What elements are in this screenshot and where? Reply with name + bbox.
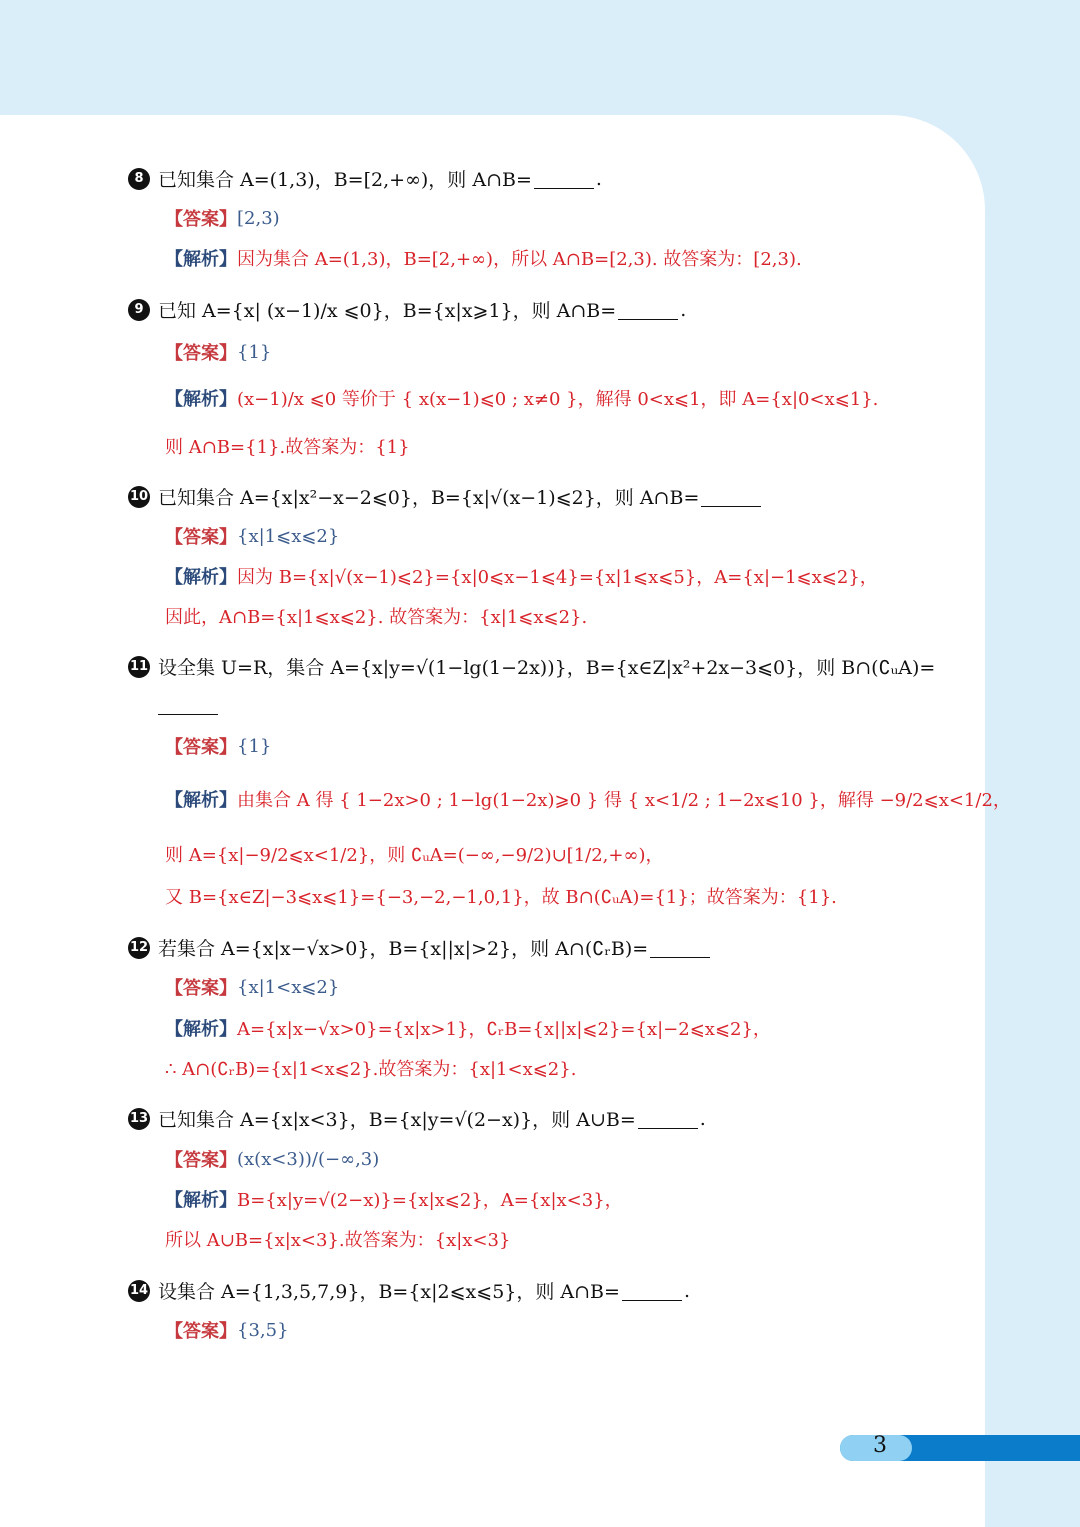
analysis-line: (x−1)/x ⩽0 等价于 { x(x−1)⩽0 ; x≠0 }，解得 0<x⩽1，即 A={x|0<x⩽1}. (237, 389, 879, 410)
question-text: 已知集合 A={x|x²−x−2⩽0}，B={x|√(x−1)⩽2}，则 A∩B= (158, 487, 700, 509)
page-number: 3 (873, 1433, 887, 1458)
question-end: . (683, 1279, 690, 1302)
answer-blank (650, 937, 710, 958)
analysis-line: 因此，A∩B={x|1⩽x⩽2}. 故答案为：{x|1⩽x⩽2}. (165, 607, 588, 628)
answer-blank (618, 299, 678, 320)
answer-text: {x|1⩽x⩽2} (237, 525, 340, 547)
question-text: 若集合 A={x|x−√x>0}，B={x||x|>2}，则 A∩(∁ᵣB)= (158, 938, 649, 960)
analysis-line: A={x|x−√x>0}={x|x>1}，∁ᵣB={x||x|⩽2}={x|−2⩽x⩽2}， (237, 1019, 771, 1040)
question-number: 11 (128, 656, 150, 678)
answer-tag: 【答案】 (165, 737, 237, 758)
analysis-9 (165, 385, 878, 411)
answer-14 (165, 1317, 289, 1343)
analysis-10-line-2 (165, 603, 587, 629)
answer-tag: 【答案】 (165, 1150, 237, 1171)
analysis-tag: 【解析】 (165, 1019, 237, 1040)
analysis-9-line-2 (165, 433, 410, 459)
answer-blank (534, 168, 594, 189)
question-number: 13 (128, 1108, 150, 1130)
answer-text: (x(x<3))/(−∞,3) (237, 1148, 380, 1170)
answer-blank (701, 486, 761, 507)
answer-9 (165, 339, 271, 365)
analysis-line: 因为 B={x|√(x−1)⩽2}={x|0⩽x−1⩽4}={x|1⩽x⩽5}，A={x|−1⩽x⩽2}， (237, 567, 878, 588)
analysis-tag: 【解析】 (165, 249, 237, 270)
analysis-tag: 【解析】 (165, 1190, 237, 1211)
question-10 (128, 483, 763, 510)
analysis-tag: 【解析】 (165, 389, 237, 410)
question-end: . (595, 167, 602, 190)
question-number: 14 (128, 1280, 150, 1302)
question-12 (128, 934, 712, 961)
analysis-tag: 【解析】 (165, 567, 237, 588)
answer-8 (165, 205, 280, 231)
answer-tag: 【答案】 (165, 1321, 237, 1342)
question-14 (128, 1277, 690, 1304)
analysis-line: 又 B={x∈Z|−3⩽x⩽1}={−3,−2,−1,0,1}，故 B∩(∁ᵤA)={1}；故答案为：{1}. (165, 887, 837, 908)
answer-11 (165, 733, 271, 759)
question-13 (128, 1105, 706, 1132)
answer-text: {1} (237, 735, 272, 757)
analysis-8 (165, 245, 802, 271)
question-text: 已知集合 A=(1,3)，B=[2,+∞)，则 A∩B= (158, 169, 532, 191)
analysis-tag: 【解析】 (165, 790, 237, 811)
analysis-13-line-2 (165, 1226, 510, 1252)
answer-13 (165, 1146, 379, 1172)
question-number: 8 (128, 168, 150, 190)
answer-text: [2,3) (237, 207, 280, 229)
question-11 (128, 653, 935, 680)
analysis-10 (165, 563, 878, 589)
analysis-line: 由集合 A 得 { 1−2x>0 ; 1−lg(1−2x)⩾0 } 得 { x<1/2 ; 1−2x⩽10 }，解得 −9/2⩽x<1/2， (237, 790, 1011, 811)
analysis-12-line-2 (165, 1055, 576, 1081)
question-number: 12 (128, 937, 150, 959)
question-text: 设集合 A={1,3,5,7,9}，B={x|2⩽x⩽5}，则 A∩B= (158, 1281, 620, 1303)
analysis-line: ∴ A∩(∁ᵣB)={x|1<x⩽2}.故答案为：{x|1<x⩽2}. (165, 1059, 577, 1080)
analysis-line: 则 A∩B={1}.故答案为：{1} (165, 437, 410, 458)
answer-text: {x|1<x⩽2} (237, 976, 340, 998)
analysis-11 (165, 786, 1011, 812)
answer-10 (165, 523, 339, 549)
analysis-12 (165, 1015, 771, 1041)
answer-tag: 【答案】 (165, 978, 237, 999)
question-end: . (680, 298, 687, 321)
analysis-line: 则 A={x|−9/2⩽x<1/2}，则 ∁ᵤA=(−∞,−9/2)∪[1/2,+∞)， (165, 845, 664, 866)
analysis-line: B={x|y=√(2−x)}={x|x⩽2}，A={x|x<3}， (237, 1190, 623, 1211)
analysis-13 (165, 1186, 623, 1212)
analysis-line: 因为集合 A=(1,3)，B=[2,+∞)，所以 A∩B=[2,3). 故答案为：[2,3). (237, 249, 802, 270)
question-8 (128, 165, 602, 192)
answer-tag: 【答案】 (165, 343, 237, 364)
answer-tag: 【答案】 (165, 527, 237, 548)
question-number: 9 (128, 299, 150, 321)
question-number: 10 (128, 486, 150, 508)
answer-text: {1} (237, 341, 272, 363)
answer-blank (622, 1280, 682, 1301)
question-text: 设全集 U=R，集合 A={x|y=√(1−lg(1−2x))}，B={x∈Z|x²+2x−3⩽0}，则 B∩(∁ᵤA)= (158, 657, 936, 679)
page-paper (0, 115, 985, 1527)
answer-text: {3,5} (237, 1319, 289, 1341)
question-text: 已知 A={x| (x−1)/x ⩽0}，B={x|x⩾1}，则 A∩B= (158, 300, 617, 322)
answer-12 (165, 974, 339, 1000)
answer-blank (158, 714, 218, 715)
analysis-line: 所以 A∪B={x|x<3}.故答案为：{x|x<3} (165, 1230, 511, 1251)
answer-tag: 【答案】 (165, 209, 237, 230)
question-9 (128, 296, 686, 323)
question-end: . (699, 1107, 706, 1130)
analysis-11-line-2 (165, 841, 663, 867)
answer-blank (638, 1108, 698, 1129)
analysis-11-line-3 (165, 883, 837, 909)
question-text: 已知集合 A={x|x<3}，B={x|y=√(2−x)}，则 A∪B= (158, 1109, 636, 1131)
